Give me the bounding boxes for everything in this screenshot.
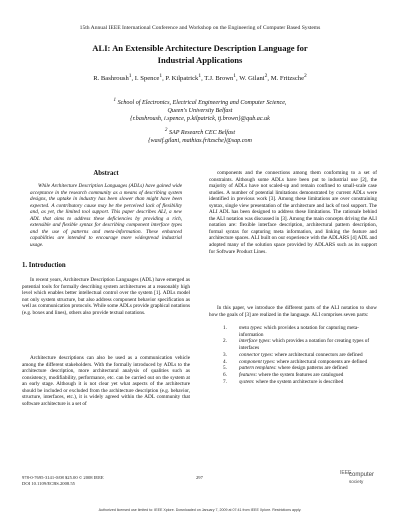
affiliation-1 xyxy=(30,96,370,123)
list-item: 6. features: where the system features are catalogued xyxy=(223,372,344,379)
author-name: T.J. Brown xyxy=(204,75,234,83)
ieee-computer-society-logo xyxy=(340,470,384,484)
footer-isbn: 978-0-7695-3141-0/08 $25.00 © 2008 IEEE xyxy=(22,475,104,480)
abstract-text: While Architecture Description Languages (ADLs) have gained wide acceptance in the research community as a means of describing system designs, the uptake in industry has been slower than might have been expected. A contributory cause may be the perceived lack of flexibility and, as yet, the limited tool support. This paper describes ALI, a new ADL that aims to address these deficiencies by providing a rich, extensible and flexible syntax for describing component interface types and the use of patterns and meta-information. These enhanced capabilities are intended to encourage more widespread industrial usage. xyxy=(30,183,182,248)
list-item: 5. pattern templates: where design patterns are defined xyxy=(223,365,348,372)
affiliation-mark: 1 xyxy=(113,97,117,103)
affiliation-university: Queen's University Belfast xyxy=(167,108,233,115)
list-item: 4. component types: where architectural components are defined xyxy=(223,358,368,365)
author-name: P. Kilpatrick xyxy=(165,75,199,83)
logo-ieee-text: IEEE xyxy=(340,470,352,476)
ali-parts-list xyxy=(209,325,377,386)
section-heading-introduction: 1. Introduction xyxy=(22,262,66,269)
affiliation-org: SAP Research CEC Belfast xyxy=(168,130,236,137)
list-item: 7. system: where the system architecture is described xyxy=(223,379,344,386)
author-affiliation-mark: 1 xyxy=(128,73,132,79)
author-name: M. Fritzsche xyxy=(270,75,305,83)
author-affiliation-mark: 2 xyxy=(264,73,268,79)
logo-computer-text: computer xyxy=(349,472,375,478)
author-affiliation-mark: 2 xyxy=(304,73,307,79)
download-notice: Authorized licensed use limited to: IEEE Xplore. Downloaded on January 7, 2009 at 07:41 from IEEE Xplore. Restrictions apply. xyxy=(98,508,302,512)
author-name: I. Spence xyxy=(134,75,160,83)
intro-paragraph-2: Architecture descriptions can also be used as a communication vehicle among the different stakeholders. With the formally introduced by ADLs to the architecture description, more architectural analysis of qualities such as consistency, modifiability, performance, etc. can be carried out on the system at an early stage. Although it is not clear yet what aspects of the architecture should be included or excluded from the architecture description (e.g. behavior, structure, interfaces, etc.), it is widely agreed within the ADL community that software architecture is a set of xyxy=(22,355,190,407)
affiliation-emails: {r.bashroush, i.spence, p.kilpatrick, tj.brown}@qub.ac.uk xyxy=(130,116,270,123)
affiliation-mark: 2 xyxy=(164,127,168,133)
paper-title xyxy=(30,42,370,66)
conference-header: 15th Annual IEEE International Conference and Workshop on the Engineering of Computer Based Systems xyxy=(79,25,321,31)
intro-paragraph-1: In recent years, Architecture Description Languages (ADL) have emerged as potential tools for formally describing system architectures at a reasonably high level which enables better intellectual control over the system [1]. ADLs model not only system structure, but also address component behavior specification as well as communication protocols. While some ADLs provide graphical notations (e.g. boxes and lines), others also provide textual notations. xyxy=(22,277,190,316)
paper-title-line-1: ALI: An Extensible Architecture Description Language for xyxy=(92,43,308,53)
author-name: W. Gilani xyxy=(239,75,265,83)
logo-society-text: society xyxy=(349,479,364,484)
author-affiliation-mark: 1 xyxy=(198,73,202,79)
author-list: R. Bashroush$^1$, I. Spence$^1$, P. Kilpatrick$^1$, T.J. Brown$^1$, W. Gilani$^2$, M. Fritzsche$^2$ xyxy=(93,73,307,83)
list-item: 1. meta types: which provides a notation for capturing meta-information xyxy=(223,325,359,338)
affiliation-school: School of Electronics, Electrical Engineering and Computer Science, xyxy=(117,100,287,107)
author-affiliation-mark: 1 xyxy=(233,73,237,79)
list-item: 3. connector types: where architectural connectors are defined xyxy=(223,351,363,358)
author-affiliation-mark: 1 xyxy=(159,73,163,79)
author-name: R. Bashroush xyxy=(93,75,129,83)
abstract-heading: Abstract xyxy=(93,170,119,177)
right-paragraph-1: components and the connections among them conforming to a set of constraints. Although some ADLs have been put to industrial use [2], the majority of ADLs have not scaled-up and remain confined to small-scale case studies. A number of potential limitations demonstrated by current ADLs were identified in previous work [3]. Among these limitations are over constraining syntax, single view presentation of the architecture and lack of tool support. The ALI ADL has been designed to address these limitations. The rationale behind the ALI notation was discussed in [3]. Among the main concepts driving the ALI notation are: flexible interface description, architectural pattern description, formal syntax for capturing meta information, and linking the feature and architecture spaces. ALI built on our experience with the ADLARS [4] ADL and adopted many of the solution space provided by ADLARS such as its support for Software Product Lines. xyxy=(209,170,377,255)
right-paragraph-2: In this paper, we introduce the different parts of the ALI notation to show how the goals of [3] are realized in the language. ALI comprises seven parts: xyxy=(209,305,377,318)
affiliation-2 xyxy=(30,126,370,145)
page-number: 297 xyxy=(196,475,203,480)
list-item: 2. interface types: which provides a notation for creating types of interfaces xyxy=(223,338,370,351)
paper-title-line-2: Industrial Applications xyxy=(157,55,243,65)
affiliation-emails: {wasif.gilani, mathias.fritzsche}@sap.com xyxy=(148,138,252,145)
footer-publication-info xyxy=(22,475,104,487)
footer-doi: DOI 10.1109/ECBS.2008.55 xyxy=(22,480,75,486)
